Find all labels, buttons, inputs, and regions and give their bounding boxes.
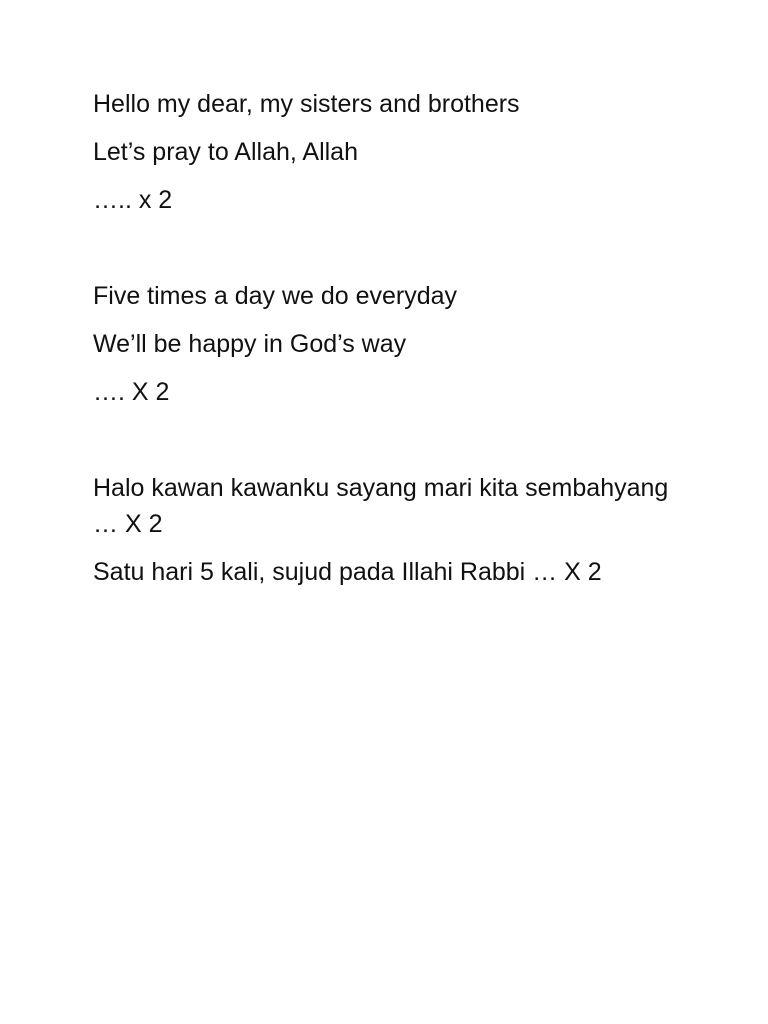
stanza-spacer [93, 230, 683, 278]
stanza-3 [93, 470, 683, 590]
lyric-line: ….. x 2 [93, 186, 173, 214]
lyric-line: Let’s pray to Allah, Allah [93, 138, 358, 166]
lyric-line: Five times a day we do everyday [93, 282, 458, 310]
lyric-line: Hello my dear, my sisters and brothers [93, 90, 520, 118]
stanza-1 [93, 86, 683, 218]
lyric-line: Satu hari 5 kali, sujud pada Illahi Rabbi … X 2 [93, 558, 602, 586]
stanza-2 [93, 278, 683, 410]
lyric-line: We’ll be happy in God’s way [93, 330, 407, 358]
stanza-spacer [93, 422, 683, 470]
lyric-line: Halo kawan kawanku sayang mari kita sembahyang … X 2 [93, 474, 669, 538]
lyric-line: …. X 2 [93, 378, 170, 406]
lyrics-body [93, 86, 683, 602]
